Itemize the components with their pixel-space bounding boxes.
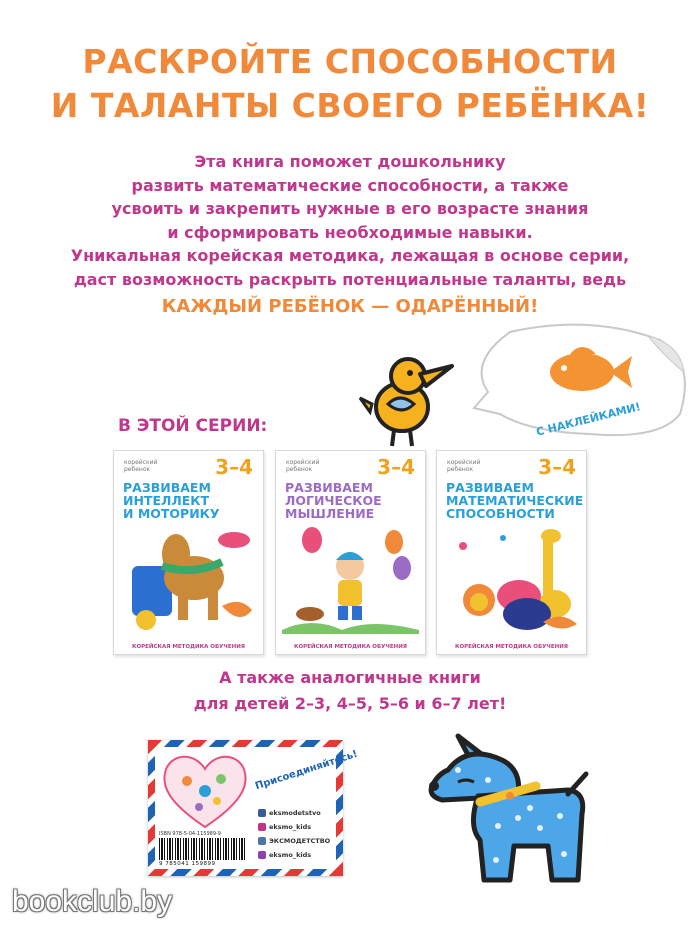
book-footer: КОРЕЙСКАЯ МЕТОДИКА ОБУЧЕНИЯ xyxy=(131,644,246,650)
book-title-line: СПОСОБНОСТИ xyxy=(446,506,555,521)
book-title-line: И МОТОРИКУ xyxy=(123,506,220,521)
age-label: 3–4 xyxy=(538,455,576,479)
slogan: КАЖДЫЙ РЕБЁНОК — ОДАРЁННЫЙ! xyxy=(161,296,539,317)
barcode-digits: 9 785041 159899 xyxy=(159,861,216,867)
headline-line-2: И ТАЛАНТЫ СВОЕГО РЕБЁНКА! xyxy=(50,86,650,125)
description xyxy=(0,150,700,291)
book-title xyxy=(285,481,420,520)
book-title-line: РАЗВИВАЕМ xyxy=(446,480,534,495)
book-title xyxy=(446,480,584,521)
book-cover xyxy=(275,450,426,655)
dog-illustration xyxy=(418,730,590,896)
description-line: усвоить и закрепить нужные в его возрасте знания xyxy=(111,199,589,218)
book-title-line: РАЗВИВАЕМ xyxy=(123,480,211,495)
headline-line-1: РАСКРОЙТЕ СПОСОБНОСТИ xyxy=(82,42,618,81)
barcode xyxy=(159,838,245,860)
social-link[interactable]: eksmo_kids xyxy=(258,851,311,859)
book-title-line: МАТЕМАТИЧЕСКИЕ xyxy=(446,493,584,508)
isbn-label: ISBN 978-5-04-115989-9 xyxy=(159,831,221,837)
heart-icon xyxy=(159,751,251,829)
join-label: Присоединяйтесь! xyxy=(253,748,360,793)
also-line: А также аналогичные книги xyxy=(219,668,481,687)
also-available-text xyxy=(0,665,700,717)
book-title-line: ИНТЕЛЛЕКТ xyxy=(123,493,210,508)
book-cover xyxy=(436,450,587,655)
publisher-logo: корейский ребенок xyxy=(124,459,158,473)
book-title-line: ЛОГИЧЕСКОЕ xyxy=(285,493,382,508)
sticker-badge-label: С НАКЛЕЙКАМИ! xyxy=(534,400,642,439)
bird-illustration xyxy=(358,352,458,452)
book-footer: КОРЕЙСКАЯ МЕТОДИКА ОБУЧЕНИЯ xyxy=(454,644,569,650)
description-line: даст возможность раскрыть потенциальные таланты, ведь xyxy=(73,269,627,289)
horse-illustration xyxy=(122,526,257,634)
boy-illustration xyxy=(282,526,419,634)
age-label: 3–4 xyxy=(377,455,415,479)
odnoklassniki-icon xyxy=(258,851,266,859)
also-line: для детей 2–3, 4–5, 5–6 и 6–7 лет! xyxy=(193,694,507,713)
description-line: и сформировать необходимые навыки. xyxy=(167,222,533,242)
animals-illustration xyxy=(443,526,580,634)
book-title-line: РАЗВИВАЕМ xyxy=(285,480,373,495)
description-line: развить математические способности, а также xyxy=(131,175,569,195)
sticker-badge xyxy=(470,322,700,442)
social-link[interactable]: eksmo_kids xyxy=(258,823,311,831)
book-title-line: МЫШЛЕНИЕ xyxy=(285,506,375,521)
description-line: Уникальная корейская методика, лежащая в основе серии, xyxy=(70,246,630,265)
info-card xyxy=(148,740,360,876)
series-heading: В ЭТОЙ СЕРИИ: xyxy=(118,416,268,436)
social-link[interactable]: ЭКСМОДЕТСТВО xyxy=(258,837,330,845)
publisher-logo: корейский ребенок xyxy=(286,459,320,473)
book-title xyxy=(123,481,258,520)
publisher-logo: корейский ребенок xyxy=(447,459,481,473)
instagram-icon xyxy=(258,823,266,831)
description-line: Эта книга поможет дошкольнику xyxy=(194,152,506,171)
social-link[interactable]: eksmodetstvo xyxy=(258,809,321,817)
facebook-icon xyxy=(258,809,266,817)
watermark: bookclub.by xyxy=(12,885,173,918)
book-footer: КОРЕЙСКАЯ МЕТОДИКА ОБУЧЕНИЯ xyxy=(293,644,408,650)
vk-icon xyxy=(258,837,266,845)
book-cover xyxy=(113,450,264,655)
age-label: 3–4 xyxy=(215,455,253,479)
